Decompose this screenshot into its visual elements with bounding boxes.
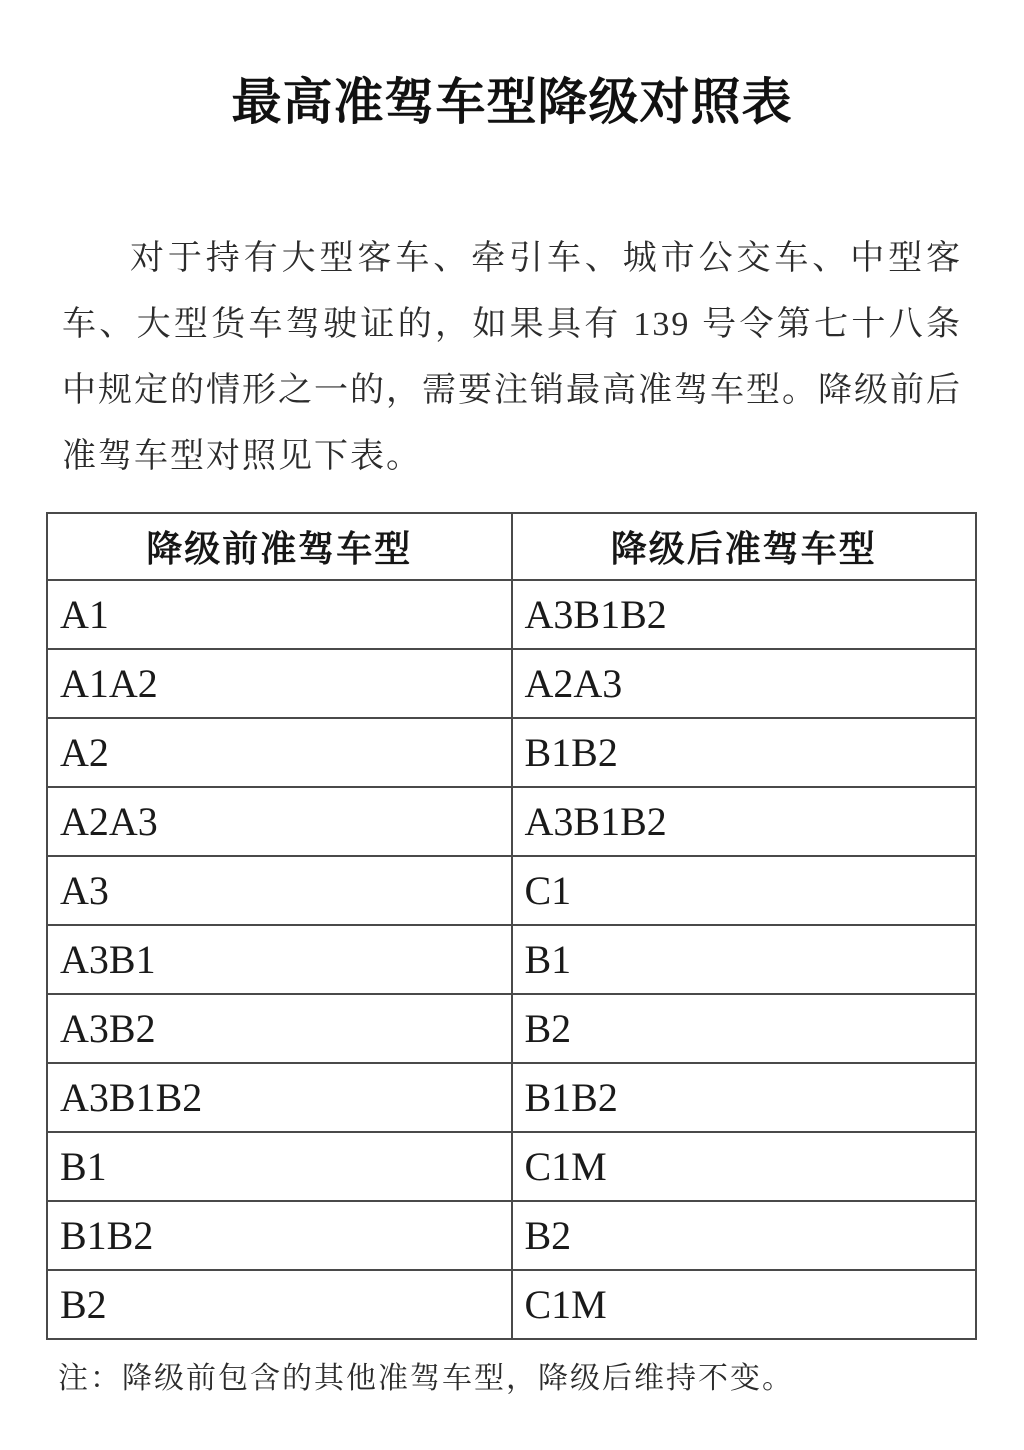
cell-after: B1B2 — [512, 1063, 977, 1132]
table-row — [47, 1132, 976, 1201]
table-row — [47, 1270, 976, 1339]
cell-before: A3B2 — [47, 994, 512, 1063]
column-header-before: 降级前准驾车型 — [47, 513, 512, 580]
cell-after: C1M — [512, 1270, 977, 1339]
table-header-row — [47, 513, 976, 580]
cell-before: A2 — [47, 718, 512, 787]
table-row — [47, 856, 976, 925]
intro-paragraph: 对于持有大型客车、牵引车、城市公交车、中型客车、大型货车驾驶证的，如果具有 139 号令第七十八条中规定的情形之一的，需要注销最高准驾车型。降级前后准驾车型对照见下表。 — [62, 240, 962, 475]
cell-before: A1 — [47, 580, 512, 649]
cell-after: B2 — [512, 1201, 977, 1270]
cell-after: C1 — [512, 856, 977, 925]
table-row — [47, 718, 976, 787]
column-header-after: 降级后准驾车型 — [512, 513, 977, 580]
table-row — [47, 787, 976, 856]
table-header — [47, 513, 976, 580]
cell-before: B1B2 — [47, 1201, 512, 1270]
page-title: 最高准驾车型降级对照表 — [231, 74, 793, 130]
footnote: 注：降级前包含的其他准驾车型，降级后维持不变。 — [58, 1362, 794, 1395]
cell-before: A3 — [47, 856, 512, 925]
cell-before: A3B1B2 — [47, 1063, 512, 1132]
cell-after: C1M — [512, 1132, 977, 1201]
cell-after: A3B1B2 — [512, 580, 977, 649]
table-row — [47, 1201, 976, 1270]
cell-after: B1 — [512, 925, 977, 994]
table-body — [47, 580, 976, 1339]
cell-before: A1A2 — [47, 649, 512, 718]
table-row — [47, 925, 976, 994]
cell-before: A2A3 — [47, 787, 512, 856]
table-row — [47, 1063, 976, 1132]
cell-after: A2A3 — [512, 649, 977, 718]
cell-before: A3B1 — [47, 925, 512, 994]
cell-before: B1 — [47, 1132, 512, 1201]
cell-after: B2 — [512, 994, 977, 1063]
table-row — [47, 580, 976, 649]
table-row — [47, 649, 976, 718]
cell-after: B1B2 — [512, 718, 977, 787]
cell-after: A3B1B2 — [512, 787, 977, 856]
downgrade-comparison-table — [46, 512, 977, 1340]
table-row — [47, 994, 976, 1063]
cell-before: B2 — [47, 1270, 512, 1339]
